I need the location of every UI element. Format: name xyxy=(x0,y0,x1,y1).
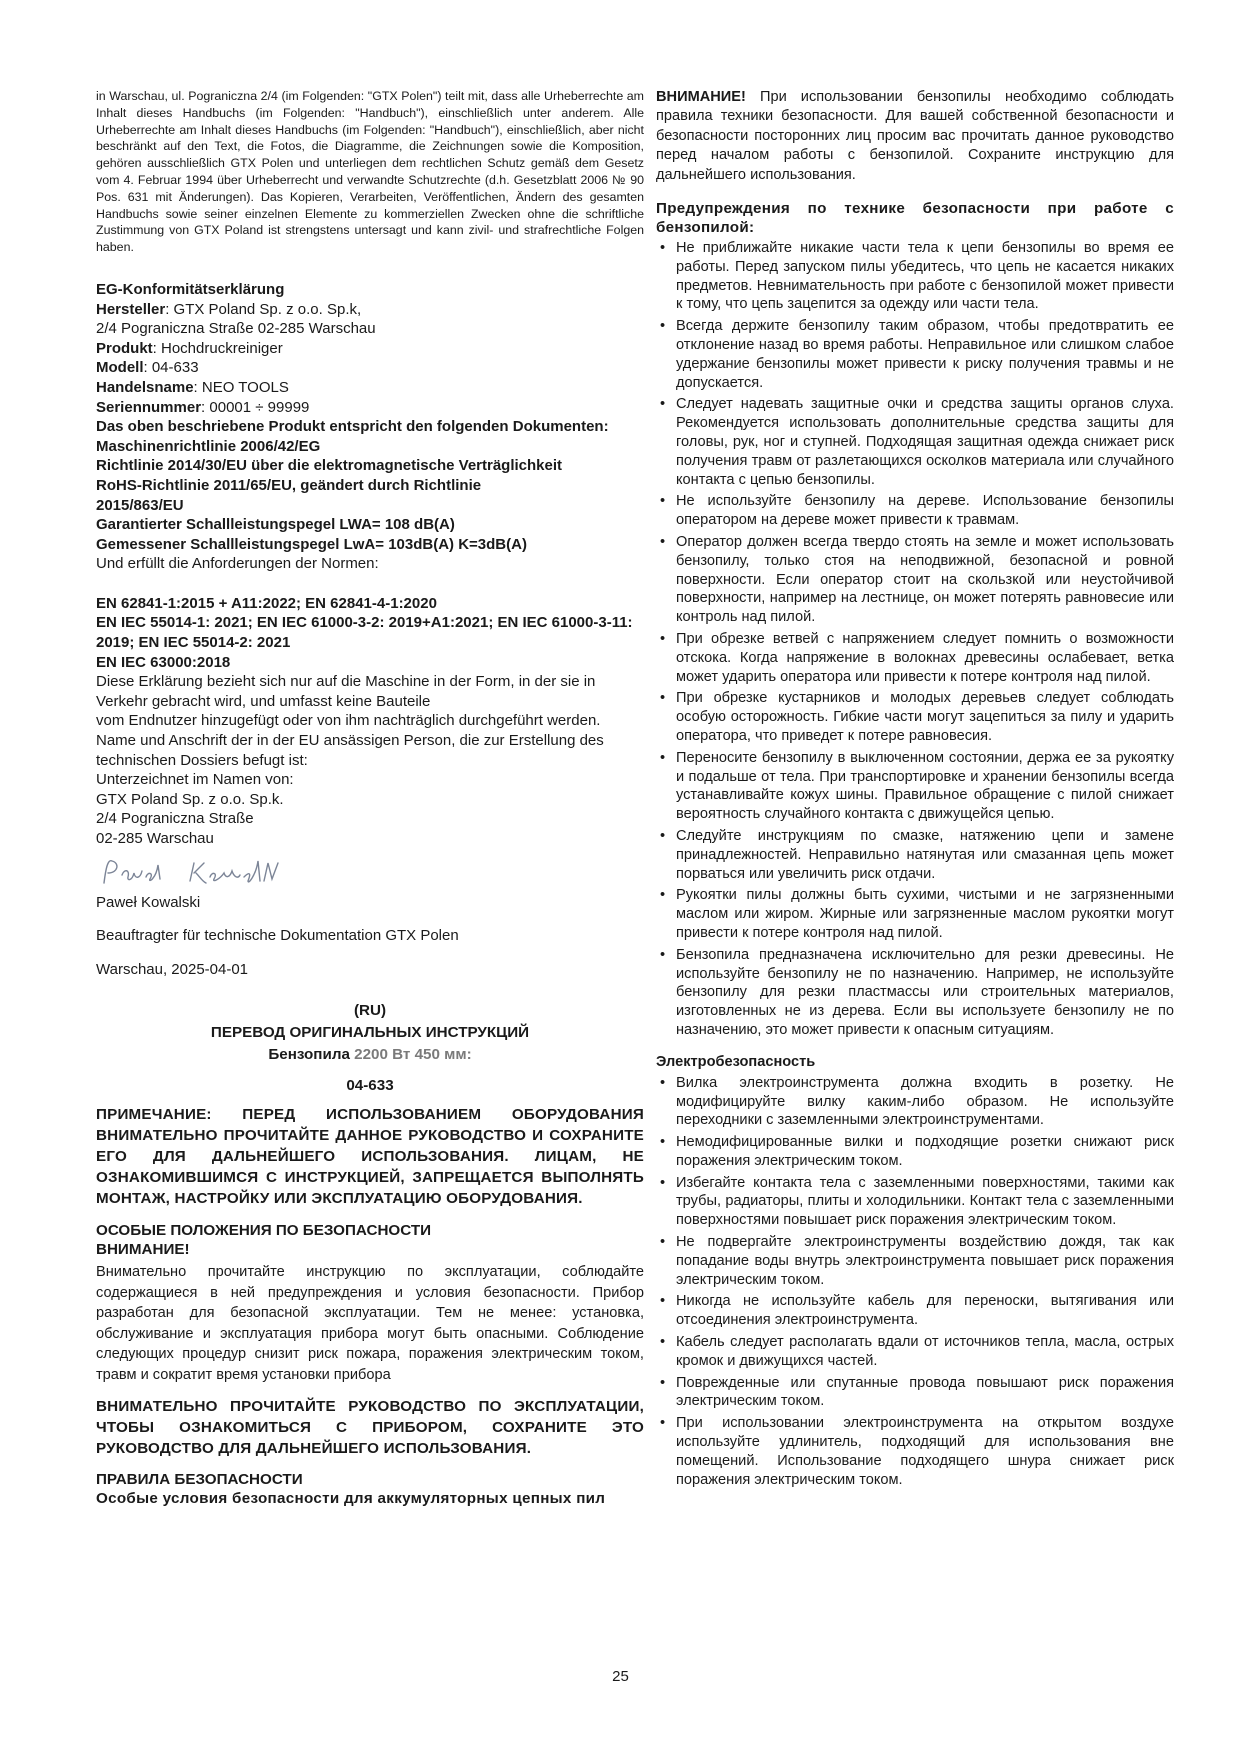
place-date: Warschau, 2025-04-01 xyxy=(96,960,249,978)
safety-rules-title: ПРАВИЛА БЕЗОПАСНОСТИ xyxy=(96,1470,303,1488)
read-manual-note: ВНИМАТЕЛЬНО ПРОЧИТАЙТЕ РУКОВОДСТВО ПО ЭКСПЛУАТАЦИИ, ЧТОБЫ ОЗНАКОМИТЬСЯ С ПРИБОРОМ, СОХРАНИТЕ ЭТО РУКОВОДСТВО ДЛЯ ДАЛЬНЕЙШЕГО ИСПОЛЬЗОВАНИЯ. xyxy=(96,1398,644,1457)
list-item: • Поврежденные или спутанные провода повышают риск поражения электрическим током. xyxy=(656,1374,1174,1412)
list-item: • Всегда держите бензопилу таким образом, чтобы предотвратить ее отклонение назад во время работы. Неправильное или слишком слабое удержание бензопилы может привести к риску получения травмы и не допускается. xyxy=(656,317,1174,392)
list-item: • Оператор должен всегда твердо стоять на земле и может использовать бензопилу, только стоя на неподвижной, безопасной и ровной поверхности. Если оператор стоит на скользкой или неустойчивой поверхности, например на лестнице, он может потерять равновесие или контроль над пилой. xyxy=(656,533,1174,627)
list-item: • Переносите бензопилу в выключенном состоянии, держа ее за рукоятку и подальше от тела. При транспортировке и хранении бензопилы всегда устанавливайте кожух шины. Правильное обращение с пилой снижает вероятность случайного контакта с движущейся цепью. xyxy=(656,749,1174,824)
signer-name: Paweł Kowalski xyxy=(96,893,201,911)
norms-list-2: EN IEC 55014-1: 2021; EN IEC 61000-3-2: 2019+A1:2021; EN IEC 61000-3-11: 2019; EN IEC 55014-2: 2021 xyxy=(96,614,633,652)
norms-list-1: EN 62841-1:2015 + A11:2022; EN 62841-4-1:2020 xyxy=(96,594,437,612)
norms-list-3: EN IEC 63000:2018 xyxy=(96,653,231,671)
conformity-title: EG-Konformitätserklärung xyxy=(96,280,285,298)
list-item: • Вилка электроинструмента должна входить в розетку. Не модифицируйте вилку каким-либо образом. Не используйте переходники с заземленными электроинструментами. xyxy=(656,1074,1174,1130)
list-item: • При обрезке кустарников и молодых деревьев следует соблюдать особую осторожность. Гибкие части могут зацепиться за пилу и ударить оператора, что приведет к потере равновесия. xyxy=(656,689,1174,745)
signature-image xyxy=(98,853,298,893)
list-item: • Не используйте бензопилу на дереве. Использование бензопилы оператором на дереве может привести к травмам. xyxy=(656,492,1174,530)
ru-language-code: (RU) xyxy=(353,1002,387,1020)
page-number: 25 xyxy=(612,1668,629,1685)
signature xyxy=(96,849,644,893)
special-attention: ВНИМАНИЕ! xyxy=(96,1241,190,1259)
sound-measured: Gemessener Schallleistungspegel LwA= 103dB(A) K=3dB(A) xyxy=(96,535,527,553)
list-item: • Избегайте контакта тела с заземленными поверхностями, такими как трубы, радиаторы, плиты и холодильники. Контакт тела с заземленными поверхностями повышает риск поражения электрическим током. xyxy=(656,1174,1174,1230)
conformity-declaration: EG-Konformitätserklärung Hersteller: GTX Poland Sp. z o.o. Sp.k, 2/4 Pograniczna Straße 02-285 Warschau Produkt: Hochdruckreiniger Modell: 04-633 Handelsname: NEO TOOLS Seriennummer: 00001 ÷ 99999 Das oben beschriebene Produkt entspricht den folgenden Dokumenten: Maschinenrichtlinie 2006/42/EG Richtlinie 2014/30/EU über die elektromagnetische Verträglichkeit RoHS-Richtlinie 2011/65/EU, geändert durch Richtlinie 2015/863/EU Garantierter Schallleistungspegel LWA= 108 dB(A) Gemessener Schallleistungspegel LwA= 103dB(A) K=3dB(A) Und erfüllt die Anforderungen der Normen: EN 62841-1:2015 + A11:2022; EN 62841-4-1:2020 EN IEC 55014-1: 2021; EN IEC 61000-3-2: 2019+A1:2021; EN IEC 61000-3-11: 2019; EN IEC 55014-2: 2021 EN IEC 63000:2018 Diese Erklärung bezieht sich nur auf die Maschine in der Form, in der sie in Verkehr gebracht wird, und umfasst keine Bauteile vom Endnutzer hinzugefügt oder von ihm nachträglich durchgeführt werden. Name und Anschrift der in der EU ansässigen Person, die zur Erstellung des technischen Dossiers befugt ist: Unterzeichnet im Namen von: GTX Poland Sp. z o.o. Sp.k. 2/4 Pograniczna Straße 02-285 Warschau Paweł Kowalski Beauftragter für technische Dokumentation GTX Polen Warschau, 2025-04-01 xyxy=(96,280,644,979)
list-item: • Не приближайте никакие части тела к цепи бензопилы во время ее работы. Перед запуском пилы убедитесь, что цепь не касается никаких предметов. Невнимательность при работе с бензопилой может привести к тому, что цепь зацепится за одежду или части тела. xyxy=(656,239,1174,314)
safety-rules-subtitle: Особые условия безопасности для аккумуляторных цепных пил xyxy=(96,1489,606,1507)
electro-safety-list xyxy=(656,1074,1174,1490)
special-text: Внимательно прочитайте инструкцию по эксплуатации, соблюдайте содержащиеся в ней предупреждения и условия безопасности. Прибор разработан для безопасной эксплуатации. Тем не менее: установка, обслуживание и эксплуатация прибора могут быть опасными. Соблюдение следующих процедур снизит риск пожара, поражения электрическим током, травм и сократит время установки прибора xyxy=(96,1264,644,1383)
list-item: • Рукоятки пилы должны быть сухими, чистыми и не загрязненными маслом или жиром. Жирные или загрязненные маслом рукоятки могут привести к потере контроля над пилой. xyxy=(656,886,1174,942)
attention-paragraph: ВНИМАНИЕ! При использовании бензопилы необходимо соблюдать правила техники безопасности. Для вашей собственной безопасности и безопасности посторонних лиц просим вас прочитать данное руководство перед началом работы с бензопилой. Сохраните инструкцию для дальнейшего использования. xyxy=(656,89,1174,183)
list-item: • Немодифицированные вилки и подходящие розетки снижают риск поражения электрическим током. xyxy=(656,1133,1174,1171)
list-item: • Кабель следует располагать вдали от источников тепла, масла, острых кромок и движущихся частей. xyxy=(656,1333,1174,1371)
list-item: • Следует надевать защитные очки и средства защиты органов слуха. Рекомендуется использовать дополнительные средства защиты для головы, рук, ног и ступней. Подходящая защитная одежда снижает риск получения травм от разлетающихся осколков материала или случайного контакта с цепью бензопилы. xyxy=(656,395,1174,489)
signer-role: Beauftragter für technische Dokumentation GTX Polen xyxy=(96,927,459,945)
ru-title: ПЕРЕВОД ОРИГИНАЛЬНЫХ ИНСТРУКЦИЙ xyxy=(210,1024,530,1042)
ru-note: ПРИМЕЧАНИЕ: ПЕРЕД ИСПОЛЬЗОВАНИЕМ ОБОРУДОВАНИЯ ВНИМАТЕЛЬНО ПРОЧИТАЙТЕ ДАННОЕ РУКОВОДСТВО И СОХРАНИТЕ ЕГО ДЛЯ ДАЛЬНЕЙШЕГО ИСПОЛЬЗОВАНИЯ. ЛИЦАМ, НЕ ОЗНАКОМИВШИМСЯ С ИНСТРУКЦИЕЙ, ЗАПРЕЩАЕТСЯ ВЫПОЛНЯТЬ МОНТАЖ, НАСТРОЙКУ ИЛИ ЭКСПЛУАТАЦИЮ ОБОРУДОВАНИЯ. xyxy=(96,1106,644,1207)
ru-header xyxy=(96,1001,644,1095)
left-column xyxy=(96,88,644,1508)
electro-safety-title: Электробезопасность xyxy=(656,1053,816,1070)
list-item: • Бензопила предназначена исключительно для резки древесины. Не используйте бензопилу не по назначению. Например, не используйте бензопилу для резки пластмассы или строительных материалов, изготовленных не из дерева. Если вы используете бензопилу не по назначению, это может привести к опасным ситуациям. xyxy=(656,946,1174,1040)
copyright-notice: in Warschau, ul. Pograniczna 2/4 (im Folgenden: "GTX Polen") teilt mit, dass alle Urheberrechte am Inhalt dieses Handbuchs (im Folgenden: "Handbuch"), einschließlich unter anderem. Alle Urheberrechte am Inhalt dieses Handbuchs (im Folgenden: "Handbuch"), einschließlich, aber nicht beschränkt auf den Text, die Fotos, die Diagramme, die Zeichnungen sowie die Komposition, gehören ausschließlich GTX Polen und unterliegen dem rechtlichen Schutz gemäß dem Gesetz vom 4. Februar 1994 über Urheberrecht und verwandte Schutzrechte (d.h. Gesetzblatt 2006 № 90 Pos. 631 mit Änderungen). Das Kopieren, Verarbeiten, Veröffentlichen, Ändern des gesamten Handbuchs sowie seiner einzelnen Elemente zu kommerziellen Zwecken ohne die schriftliche Zustimmung von GTX Poland ist strengstens untersagt und kann zivil- und strafrechtliche Folgen haben. xyxy=(96,89,644,255)
list-item: • Никогда не используйте кабель для переноски, вытягивания или отсоединения электроинструмента. xyxy=(656,1292,1174,1330)
ru-model: 04-633 xyxy=(346,1077,394,1095)
sound-guaranteed: Garantierter Schallleistungspegel LWA= 108 dB(A) xyxy=(96,516,455,534)
list-item: • Следуйте инструкциям по смазке, натяжению цепи и замене принадлежностей. Неправильно натянутая или смазанная цепь может порваться или увеличить риск отдачи. xyxy=(656,827,1174,883)
list-item: • Не подвергайте электроинструменты воздействию дождя, так как попадание воды внутрь электроинструмента повышает риск поражения электрическим током. xyxy=(656,1233,1174,1289)
list-item: • При обрезке ветвей с напряжением следует помнить о возможности отскока. Когда напряжение в волокнах древесины ослабевает, ветка может ударить оператора или привести к потере контроля над пилой. xyxy=(656,630,1174,686)
right-column xyxy=(656,88,1174,1492)
warnings-title: Предупреждения по технике безопасности при работе с бензопилой: xyxy=(656,200,1174,237)
warnings-list xyxy=(656,239,1174,1040)
ru-product: Бензопила 2200 Вт 450 мм: xyxy=(268,1046,472,1064)
conformity-statement: Das oben beschriebene Produkt entspricht den folgenden Dokumenten: xyxy=(96,418,609,436)
list-item: • При использовании электроинструмента на открытом воздухе используйте удлинитель, подходящий для использования вне помещений. Использование подходящего шнура снижает риск поражения электрическим током. xyxy=(656,1414,1174,1489)
special-provisions-title: ОСОБЫЕ ПОЛОЖЕНИЯ ПО БЕЗОПАСНОСТИ xyxy=(96,1222,432,1240)
